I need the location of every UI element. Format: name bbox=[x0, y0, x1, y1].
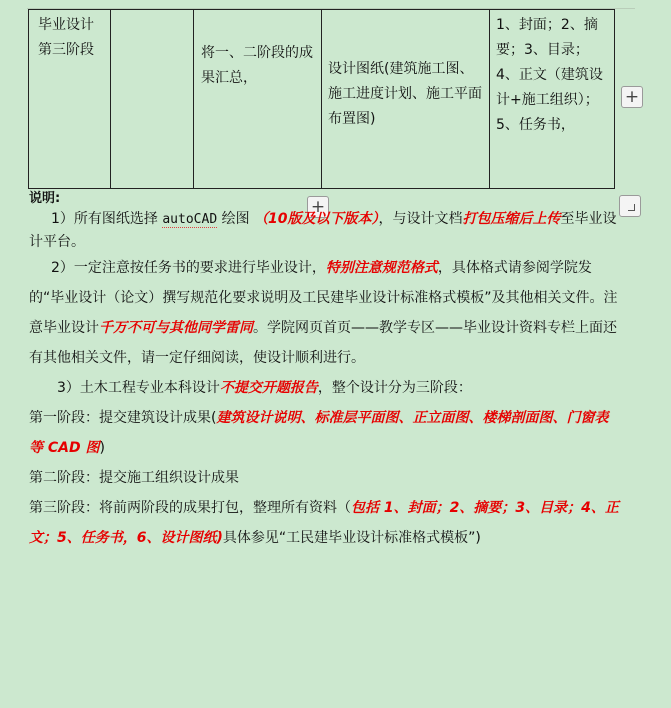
cell-contents[interactable] bbox=[490, 10, 615, 189]
note-1-emphasis-upload: 打包压缩后上传 bbox=[462, 211, 561, 227]
cell-blank[interactable] bbox=[111, 10, 194, 189]
note-2-emphasis-format: 特别注意规范格式 bbox=[325, 260, 438, 276]
note-3-text-a: 3）土木工程专业本科设计 bbox=[57, 380, 220, 396]
stage-3-text-a: 第三阶段：将前两阶段的成果打包，整理所有资料（ bbox=[29, 500, 351, 516]
stage-1-emphasis: 建筑设计说明、标准层平面图、正立面图、楼梯剖面图、门窗表等 CAD 图 bbox=[29, 410, 609, 456]
cell-contents-text: 1、封面；2、摘要；3、目录；4、正文（建筑设计+施工组织）；5、任务书， bbox=[496, 17, 603, 133]
note-3-emphasis: 不提交开题报告 bbox=[219, 380, 318, 396]
stage-3-text-b: 具体参见“工民建毕业设计标准格式模板”) bbox=[222, 530, 481, 546]
cell-stage[interactable] bbox=[29, 10, 111, 189]
stage-1-text-a: 第一阶段：提交建筑设计成果( bbox=[29, 410, 217, 426]
cell-stage-text: 毕业设计第三阶段 bbox=[38, 17, 94, 58]
stage-table bbox=[28, 9, 615, 189]
cell-task-text: 将一、二阶段的成果汇总， bbox=[201, 45, 313, 86]
note-2-emphasis-no-copy: 千万不可与其他同学雷同 bbox=[99, 320, 253, 336]
note-1-text-c: ，与设计文档 bbox=[378, 211, 463, 227]
note-2-text-a: 2）一定注意按任务书的要求进行毕业设计， bbox=[51, 260, 326, 276]
plus-icon: + bbox=[624, 86, 640, 107]
plus-icon: + bbox=[310, 196, 326, 217]
stage-2-note: 第二阶段：提交施工组织设计成果 bbox=[29, 470, 239, 486]
note-1-text-a: 1）所有图纸选择 bbox=[51, 211, 163, 227]
cell-deliverable[interactable] bbox=[322, 10, 490, 189]
note-2-text-b: ，具体格式请参阅学院发的“毕业设计（论文）撰写规范化要求说明及工民建毕业设计标准格式模板”及其他相关文件。注意毕业设计 bbox=[29, 260, 618, 336]
stage-3-emphasis: 包括 1、封面；2、摘要；3、目录；4、正文；5、任务书，6、设计图纸) bbox=[29, 500, 619, 546]
note-2-text-c: 。学院网页首页——教学专区——毕业设计资料专栏上面还有其他相关文件，请一定仔细阅读，使设计顺利进行。 bbox=[29, 320, 617, 366]
note-1-software: autoCAD bbox=[162, 212, 218, 227]
table-resize-handle[interactable] bbox=[619, 195, 641, 217]
note-3-text-b: ，整个设计分为三阶段： bbox=[317, 380, 472, 396]
note-2 bbox=[29, 253, 619, 373]
add-column-button[interactable] bbox=[621, 86, 643, 108]
note-1 bbox=[29, 208, 619, 253]
resize-corner-icon bbox=[628, 204, 635, 211]
table-row bbox=[29, 10, 615, 189]
stage-3-note bbox=[29, 493, 619, 553]
cell-deliverable-text: 设计图纸(建筑施工图、施工进度计划、施工平面布置图) bbox=[328, 61, 482, 127]
stage-1-note bbox=[29, 403, 619, 463]
note-1-emphasis-version: （10版及以下版本） bbox=[254, 211, 379, 227]
stage-1-text-b: ) bbox=[99, 440, 105, 456]
note-1-text-d: 至毕业设计平台。 bbox=[29, 211, 617, 250]
cell-task[interactable] bbox=[194, 10, 322, 189]
note-1-text-b: 绘图 bbox=[217, 211, 255, 227]
notes-title: 说明: bbox=[29, 191, 61, 206]
notes-section bbox=[29, 190, 619, 553]
note-3 bbox=[29, 373, 619, 403]
